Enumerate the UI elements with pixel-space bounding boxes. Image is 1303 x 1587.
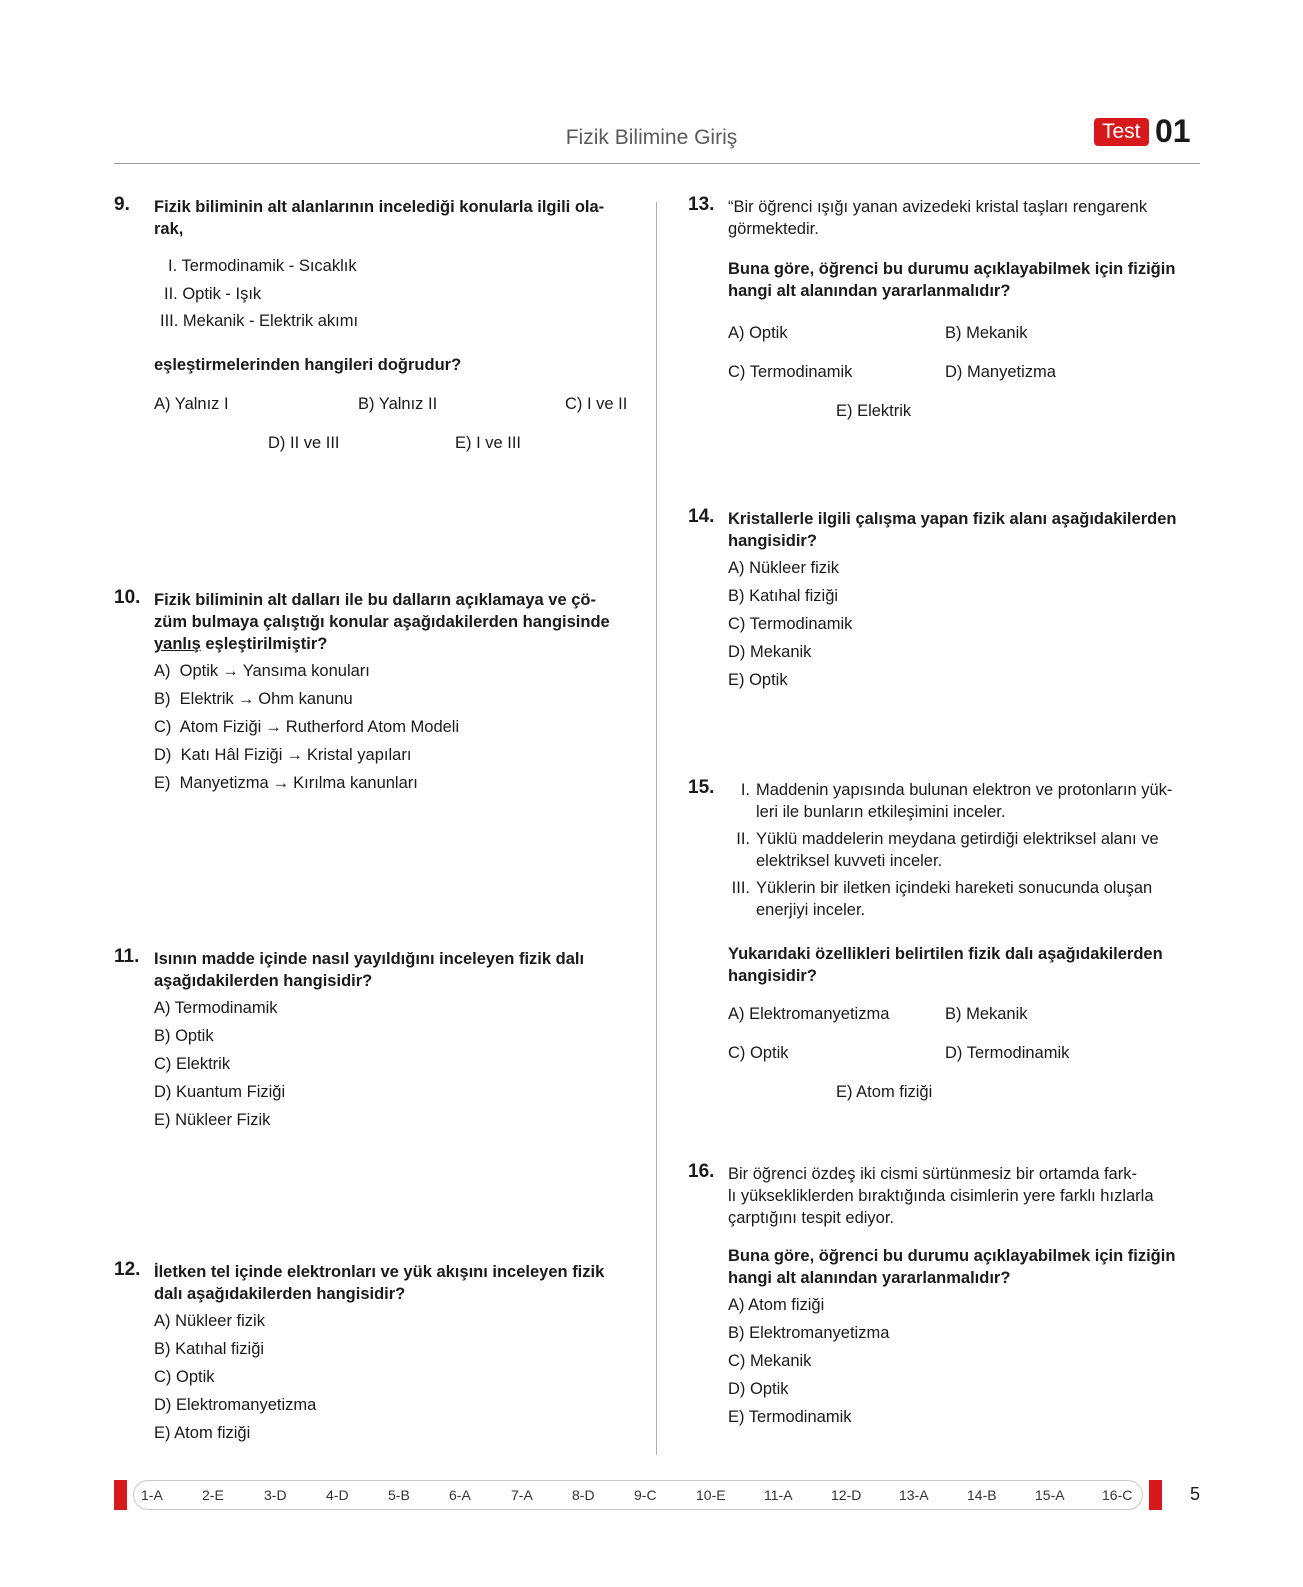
arrow-icon: → [286, 746, 303, 764]
answer-2: 2-E [202, 1487, 224, 1503]
option-b[interactable]: B) Katıhal fiziği [154, 1340, 265, 1358]
column-divider [656, 202, 657, 1455]
option-c[interactable]: C) Optik [728, 1044, 789, 1062]
question-prompt: Yukarıdaki özellikleri belirtilen fizik dalı aşağıdakilerden hangisidir? [728, 945, 1163, 985]
option-a[interactable]: A) Optik → Yansıma konuları [154, 662, 370, 680]
question-stem: Isının madde içinde nasıl yayıldığını inceleyen fizik dalı aşağıdakilerden hangisidir? [154, 950, 585, 990]
options-list [728, 1291, 889, 1431]
question-stem: Kristallerle ilgili çalışma yapan fizik alanı aşağıdakilerden hangisidir? [728, 510, 1177, 550]
option-d[interactable]: D) Elektromanyetizma [154, 1396, 317, 1414]
question-14 [688, 508, 1206, 708]
answer-bar-left-marker [114, 1480, 127, 1510]
question-stem: “Bir öğrenci ışığı yanan avizedeki kristal taşları rengarenk görmektedir. [728, 198, 1148, 238]
question-number: 16. [688, 1161, 715, 1182]
option-d[interactable]: D) Kuantum Fiziği [154, 1083, 286, 1101]
question-13 [688, 196, 1206, 436]
page-number: 5 [1190, 1484, 1201, 1504]
answer-6: 6-A [449, 1487, 471, 1503]
answer-key-bar [114, 1480, 1200, 1510]
option-b[interactable]: B) Mekanik [945, 324, 1028, 342]
option-d[interactable]: D) Optik [728, 1380, 789, 1398]
options-list [728, 554, 852, 694]
option-c[interactable]: C) Termodinamik [728, 615, 853, 633]
answer-10: 10-E [696, 1487, 726, 1503]
question-number: 15. [688, 777, 715, 798]
answer-4: 4-D [326, 1487, 349, 1503]
statement-ii: II. Optik - Işık [164, 285, 262, 303]
question-prompt: Buna göre, öğrenci bu durumu açıklayabilmek için fiziğin hangi alt alanından yararlanmalıdır? [728, 1247, 1176, 1287]
answer-5: 5-B [388, 1487, 410, 1503]
answer-key-box [133, 1480, 1143, 1510]
option-a[interactable]: A) Optik [728, 324, 788, 342]
answer-14: 14-B [967, 1487, 997, 1503]
option-a[interactable]: A) Atom fiziği [728, 1296, 825, 1314]
question-15: 15. I. Maddenin yapısında bulunan elektron ve protonların yük- leri ile bunların etkileşimini inceler. II. Yüklü maddelerin meydana getirdiği elektriksel alanı ve elektriksel kuvveti inceler. III. Yüklerin bir iletken içindeki hareketi sonucunda oluşan enerjiyi inceler. Yukarıdaki özellikleri belirtilen fizik dalı aşağıdakilerden hangisidir? A) Elektromanyetizma B) Mekanik C) Optik D) Termodinamik E) Atom fiziği [688, 779, 1206, 1099]
option-c[interactable]: C) Atom Fiziği → Rutherford Atom Modeli [154, 718, 460, 736]
page-header-title: Fizik Bilimine Giriş [565, 126, 738, 149]
options-list [154, 657, 459, 797]
question-prompt: Buna göre, öğrenci bu durumu açıklayabilmek için fiziğin hangi alt alanından yararlanmalıdır? [728, 260, 1176, 300]
option-c[interactable]: C) Termodinamik [728, 363, 853, 381]
option-c[interactable]: C) Mekanik [728, 1352, 812, 1370]
arrow-icon: → [222, 662, 239, 680]
question-number: 13. [688, 194, 715, 215]
answer-3: 3-D [264, 1487, 287, 1503]
option-a[interactable]: A) Termodinamik [154, 999, 278, 1017]
option-e[interactable]: E) Termodinamik [728, 1408, 852, 1426]
answer-12: 12-D [831, 1487, 862, 1503]
option-a[interactable]: A) Elektromanyetizma [728, 1005, 890, 1023]
question-number: 14. [688, 506, 715, 527]
answer-1: 1-A [141, 1487, 163, 1503]
header-rule [114, 163, 1200, 164]
test-number: 01 [1155, 113, 1191, 149]
question-stem: Bir öğrenci özdeş iki cismi sürtünmesiz bir ortamda fark- lı yüksekliklerden bıraktığında cisimlerin yere farklı hızlarla çarptığını tespit ediyor. [728, 1165, 1154, 1227]
option-d[interactable]: D) Mekanik [728, 643, 812, 661]
option-e[interactable]: E) Optik [728, 671, 788, 689]
answer-15: 15-A [1035, 1487, 1065, 1503]
question-stem: Fizik biliminin alt dalları ile bu dalların açıklamaya ve çö- züm bulmaya çalıştığı konular aşağıdakilerden hangisinde yanlış eşleştirilmiştir? [154, 591, 610, 653]
answer-9: 9-C [634, 1487, 657, 1503]
arrow-icon: → [237, 690, 255, 708]
option-a[interactable]: A) Yalnız I [154, 395, 229, 413]
option-e[interactable]: E) Atom fiziği [836, 1083, 933, 1101]
options-list [154, 1307, 316, 1447]
option-c[interactable]: C) Elektrik [154, 1055, 231, 1073]
option-a[interactable]: A) Nükleer fizik [728, 559, 839, 577]
test-badge: Test [1094, 118, 1149, 146]
question-stem: Fizik biliminin alt alanlarının incelediği konularla ilgili ola- rak, [154, 198, 605, 238]
option-e[interactable]: E) Elektrik [836, 402, 912, 420]
arrow-icon: → [265, 718, 282, 736]
arrow-icon: → [272, 774, 290, 792]
question-prompt: eşleştirmelerinden hangileri doğrudur? [154, 356, 462, 374]
option-b[interactable]: B) Elektrik → Ohm kanunu [154, 690, 353, 708]
answer-13: 13-A [899, 1487, 929, 1503]
option-a[interactable]: A) Nükleer fizik [154, 1312, 265, 1330]
option-e[interactable]: E) I ve III [455, 434, 522, 452]
question-number: 10. [114, 587, 141, 608]
statement-i: I. Termodinamik - Sıcaklık [168, 257, 357, 275]
statement-iii: III. Mekanik - Elektrik akımı [160, 312, 359, 330]
question-9 [114, 196, 630, 466]
answer-11: 11-A [764, 1487, 793, 1503]
question-number: 12. [114, 1259, 141, 1280]
answer-8: 8-D [572, 1487, 595, 1503]
answer-7: 7-A [511, 1487, 533, 1503]
option-d[interactable]: D) Termodinamik [945, 1044, 1070, 1062]
option-d[interactable]: D) Manyetizma [945, 363, 1056, 381]
question-12 [114, 1261, 630, 1461]
option-c[interactable]: C) I ve II [565, 395, 628, 413]
option-b[interactable]: B) Katıhal fiziği [728, 587, 839, 605]
question-stem: İletken tel içinde elektronları ve yük akışını inceleyen fizik dalı aşağıdakilerden hangisidir? [154, 1263, 605, 1303]
option-e[interactable]: E) Nükleer Fizik [154, 1111, 271, 1129]
underlined-word: yanlış [154, 635, 201, 653]
answer-16: 16-C [1102, 1487, 1133, 1503]
question-16 [688, 1163, 1206, 1453]
option-e[interactable]: E) Manyetizma → Kırılma kanunları [154, 774, 418, 792]
option-d[interactable]: D) Katı Hâl Fiziği → Kristal yapıları [154, 746, 412, 764]
question-11 [114, 948, 630, 1148]
option-b[interactable]: B) Elektromanyetizma [728, 1324, 890, 1342]
question-number: 9. [114, 194, 130, 215]
option-e[interactable]: E) Atom fiziği [154, 1424, 251, 1442]
answer-bar-right-marker [1149, 1480, 1162, 1510]
options-list [154, 994, 285, 1134]
option-b[interactable]: B) Mekanik [945, 1005, 1028, 1023]
question-number: 11. [114, 946, 140, 967]
option-b[interactable]: B) Yalnız II [358, 395, 438, 413]
option-b[interactable]: B) Optik [154, 1027, 214, 1045]
question-10 [114, 589, 630, 819]
option-d[interactable]: D) II ve III [268, 434, 340, 452]
option-c[interactable]: C) Optik [154, 1368, 215, 1386]
